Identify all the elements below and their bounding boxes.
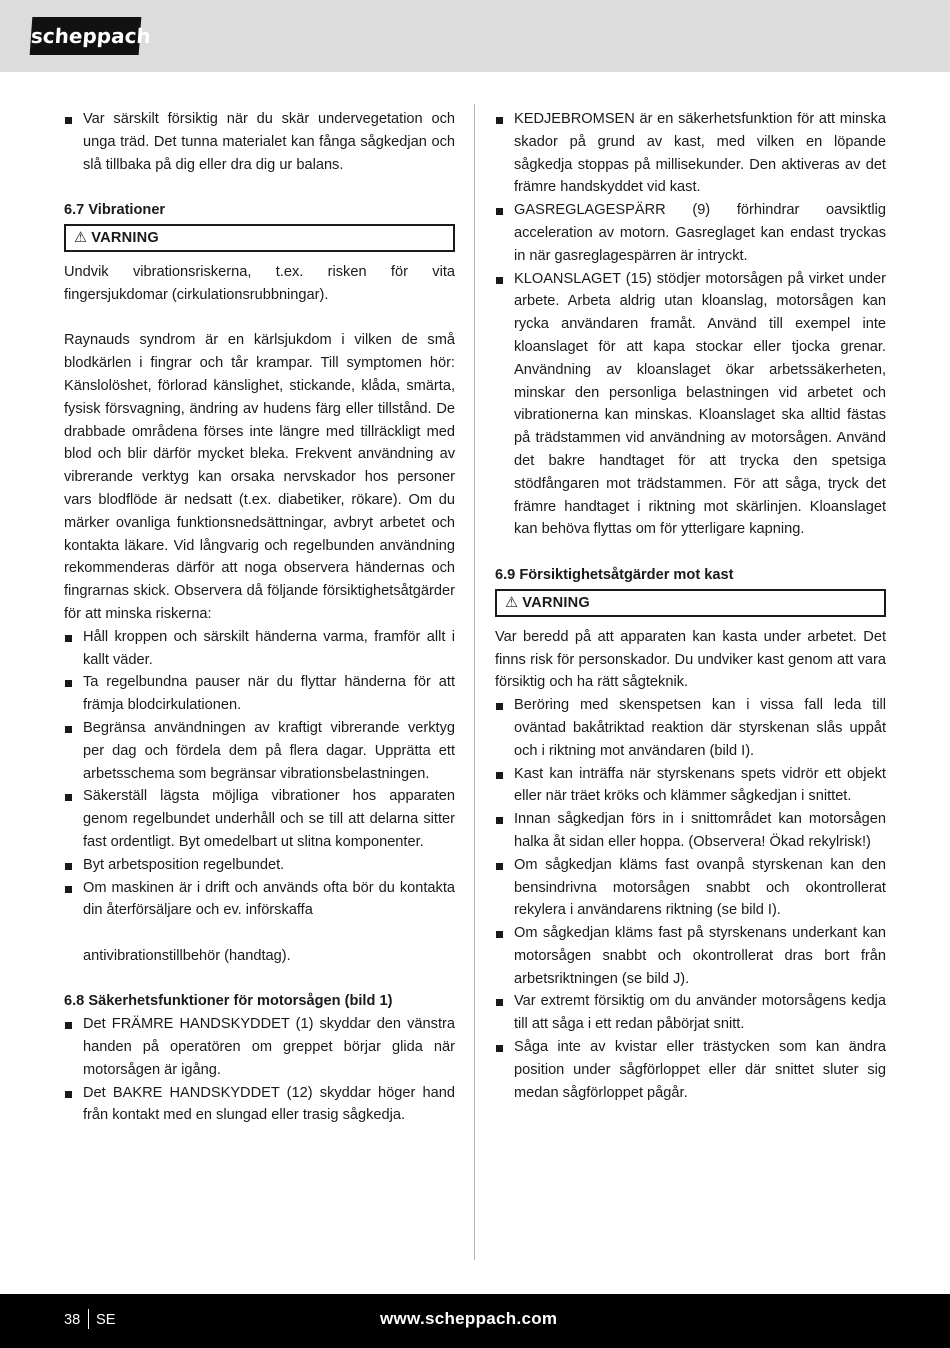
list-item: Beröring med skenspetsen kan i vissa fall leda till oväntad bakåtriktad reaktion där styrskenan slås uppåt och i riktning mot användaren (bild I). [495,694,886,762]
safety-features-list-continued [495,108,886,541]
list-item: Såga inte av kvistar eller trästycken som kan ändra position under sågförloppet eller där snittet sluter sig medan sågförloppet pågår. [495,1036,886,1104]
warning-box [64,224,455,252]
list-item: Om sågkedjan kläms fast ovanpå styrskenan kan den bensindrivna motorsågen snabbt och okontrollerat rekylera i användarens riktning (se bild I). [495,854,886,922]
warning-label: VARNING [91,229,159,246]
list-item: Var särskilt försiktig när du skär undervegetation och unga träd. Det tunna materialet kan fånga sågkedjan och slå tillbaka på dig eller dra dig ur balans. [64,108,455,176]
list-item: KEDJEBROMSEN är en säkerhetsfunktion för att minska skador på grund av kast, med vilken en löpande sågkedja stoppas på millisekunder. Den aktiveras av det främre handskyddet vid kast. [495,108,886,199]
list-item: Säkerställ lägsta möjliga vibrationer hos apparaten genom regelbundet underhåll och se till att delarna sitter fast ordentligt. Byt omedelbart ut slitna komponenter. [64,785,455,853]
list-item: Det FRÄMRE HANDSKYDDET (1) skyddar den vänstra handen på operatören om greppet börjar glida när motorsågen är igång. [64,1013,455,1081]
vibration-precautions-list [64,626,455,922]
website-url: www.scheppach.com [380,1309,558,1328]
right-column [495,108,886,1104]
list-item: Byt arbetsposition regelbundet. [64,854,455,877]
list-item: Om sågkedjan kläms fast på styrskenans underkant kan motorsågen snabbt och okontrollerat dras bort från arbetsriktningen (se bild J). [495,922,886,990]
list-item: Håll kroppen och särskilt händerna varma, framför allt i kallt väder. [64,626,455,672]
section-6-9-heading: 6.9 Försiktighetsåtgärder mot kast [495,566,734,583]
kickback-intro: Var beredd på att apparaten kan kasta under arbetet. Det finns risk för personskador. Du undviker kast genom att vara försiktig och ha rätt sågteknik. [495,628,886,691]
language-code: SE [96,1312,116,1328]
raynaud-paragraph: Raynauds syndrom är en kärlsjukdom i vilken de små blodkärlen i fingrar och tår krampar. Till symptomen hör: Känslolöshet, förlorad känslighet, stickande, klåda, smärta, fysisk försvagning, ändring av hudens färg eller tillstånd. De drabbade områdena förses inte längre med tillräckligt med blod och blir därför mycket bleka. Frekvent användning av vibrerande verktyg kan orsaka nervskador hos personer vars blodflöde är nedsatt (t.ex. diabetiker, rökare). Om du märker ovanliga funktionsnedsättningar, avbryt arbetet och kontakta läkare. Vid långvarig och regelbunden användning rekommenderas därför att noga observera händernas och fingrarnas skick. Observera då följande försiktighetsåtgärder för att minska riskerna: [64,332,455,622]
column-divider [474,104,475,1260]
section-6-8-heading: 6.8 Säkerhetsfunktioner för motorsågen (bild 1) [64,993,393,1010]
page-footer [0,1294,950,1348]
footer-separator [88,1309,89,1329]
list-item: Det BAKRE HANDSKYDDET (12) skyddar höger hand från kontakt med en slungad eller trasig sågkedja. [64,1082,455,1128]
list-item: Innan sågkedjan förs in i snittområdet kan motorsågen halka åt sidan eller hoppa. (Observera! Ökad rekylrisk!) [495,808,886,854]
warning-triangle-icon: ⚠ [74,229,88,246]
safety-features-list [64,1013,455,1127]
page-number: 38 [64,1312,81,1328]
warning-box [495,589,886,617]
scheppach-logo: scheppach [30,17,142,55]
list-item: Om maskinen är i drift och används ofta bör du kontakta din återförsäljare och ev. införskaffa [64,877,455,923]
list-item: Ta regelbundna pauser när du flyttar händerna för att främja blodcirkulationen. [64,671,455,717]
warning-triangle-icon: ⚠ [505,594,519,611]
list-item: Var extremt försiktig om du använder motorsågens kedja till att såga i ett redan påbörjat snitt. [495,990,886,1036]
warning-label: VARNING [522,594,590,611]
left-column [64,108,455,1127]
section-6-7-heading: 6.7 Vibrationer [64,202,166,219]
list-item: Kast kan inträffa när styrskenans spets vidrör ett objekt eller när träet kröks och klämmer sågkedjan i snittet. [495,763,886,809]
list-item-continuation: antivibrationstillbehör (handtag). [83,947,291,964]
kickback-precautions-list [495,694,886,1104]
page-header [0,0,950,72]
list-item: KLOANSLAGET (15) stödjer motorsågen på virket under arbete. Arbeta aldrig utan kloanslag, motorsågen kan rycka användaren framåt. Använd till exempel inte kloanslaget för att kapa stockar eller tjocka grenar. Användning av kloanslaget ökar arbetssäkerheten, minskar den personliga belastningen vid arbetet och vibrationerna kan minskas. Kloanslaget ska alltid fästas på trädstammen vid användning av motorsågen. Använd det bakre handtaget för att trycka den spetsiga stödfångaren mot trädstammen. För att såga, tryck det främre handtaget i riktning mot skärlinjen. Kloanslaget kan behöva flyttas om för ytterligare kapning. [495,268,886,542]
list-item: GASREGLAGESPÄRR (9) förhindrar oavsiktlig acceleration av motorn. Gasreglaget kan endast tryckas in när gasreglagespärren är intryckt. [495,199,886,267]
list-item: Begränsa användningen av kraftigt vibrerande verktyg per dag och fördela dem på flera dagar. Upprätta ett arbetsschema som begränsar vibrationsbelastningen. [64,717,455,785]
intro-bullet-list [64,108,455,176]
warning-text: Undvik vibrationsriskerna, t.ex. risken för vita fingersjukdomar (cirkulationsrubbningar). [64,263,455,303]
